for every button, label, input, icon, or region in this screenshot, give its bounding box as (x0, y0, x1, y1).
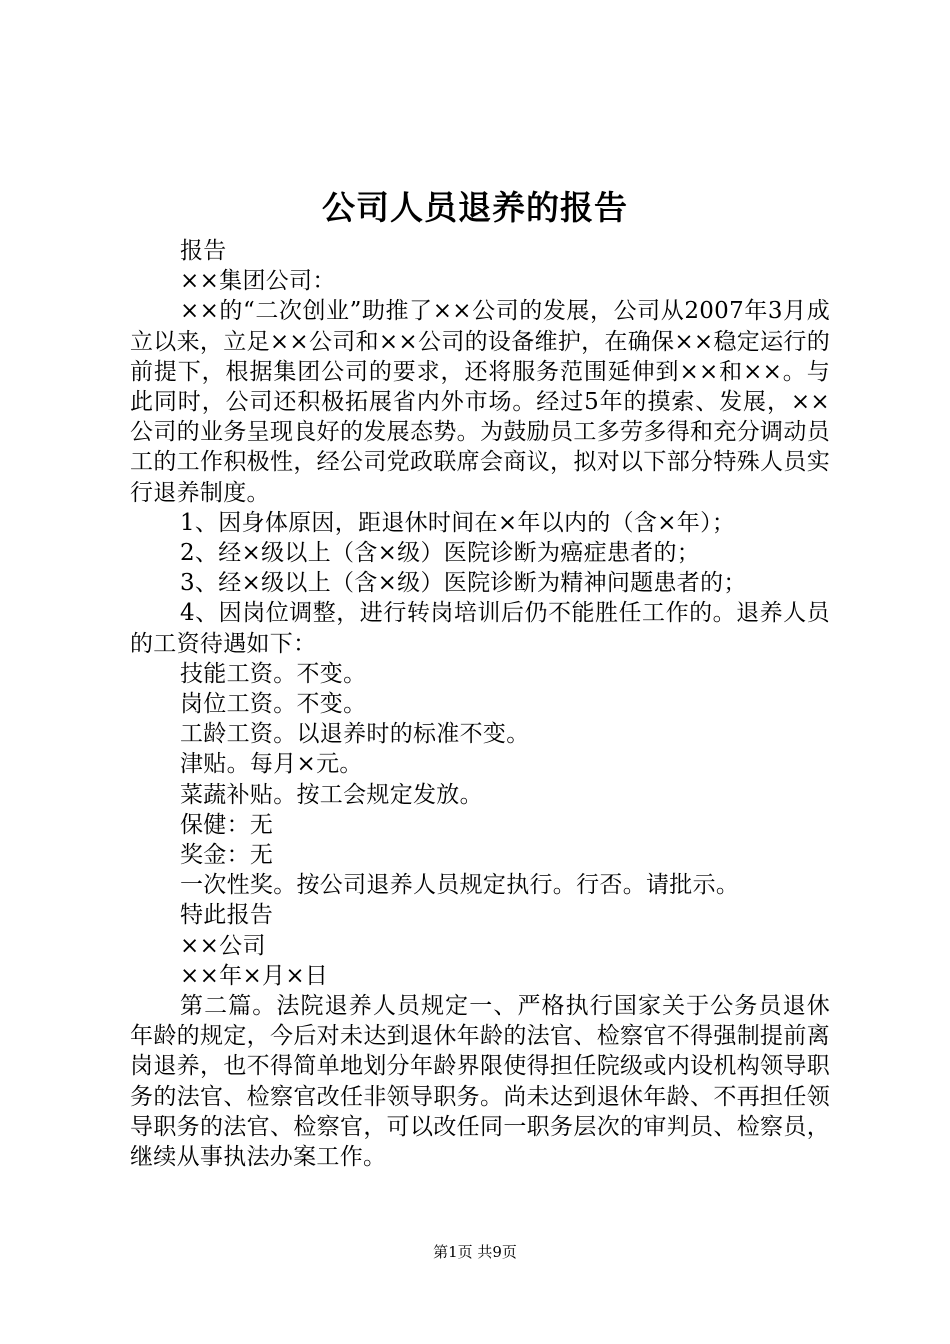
paragraph: 菜蔬补贴。按工会规定发放。 (180, 781, 483, 808)
paragraph: 一次性奖。按公司退养人员规定执行。行否。请批示。 (180, 872, 740, 899)
paragraph: ××公司 (180, 932, 266, 959)
paragraph: 3、经×级以上（含×级）医院诊断为精神问题患者的； (180, 570, 747, 597)
paragraph: ××的“二次创业”助推了××公司的发展，公司从2007年3月成立以来，立足××公司和××公司的设备维护，在确保××稳定运行的前提下，根据集团公司的要求，还将服务范围延伸到××和××。与此同时，公司还积极拓展省内外市场。经过5年的摸索、发展，××公司的业务呈现良好的发展态势。为鼓励员工多劳多得和充分调动员工的工作积极性，经公司党政联席会商议，拟对以下部分特殊人员实行退养制度。 (130, 298, 830, 506)
paragraph: 报告 (180, 238, 227, 264)
paragraph: 2、经×级以上（含×级）医院诊断为癌症患者的； (180, 540, 701, 567)
paragraph: 工龄工资。以退养时的标准不变。 (180, 721, 530, 748)
document-title: 公司人员退养的报告 (322, 188, 628, 227)
paragraph: 保健：无 (180, 811, 274, 838)
paragraph: 第二篇。法院退养人员规定一、严格执行国家关于公务员退休年龄的规定，今后对未达到退休年龄的法官、检察官不得强制提前离岗退养，也不得简单地划分年龄界限使得担任院级或内设机构领导职务的法官、检察官改任非领导职务。尚未达到退休年龄、不再担任领导职务的法官、检察官，可以改任同一职务层次的审判员、检察员，继续从事执法办案工作。 (130, 993, 830, 1171)
paragraph: 技能工资。不变。 (180, 660, 367, 687)
paragraph: 岗位工资。不变。 (180, 691, 367, 718)
paragraph: ××年×月×日 (180, 962, 329, 989)
paragraph: 4、因岗位调整，进行转岗培训后仍不能胜任工作的。退养人员的工资待遇如下： (130, 600, 830, 657)
paragraph: 1、因身体原因，距退休时间在×年以内的（含×年）； (180, 509, 736, 536)
paragraph: ××集团公司： (180, 268, 336, 295)
paragraph: 津贴。每月×元。 (180, 751, 363, 778)
document-body (130, 236, 830, 1172)
paragraph: 特此报告 (180, 902, 274, 929)
paragraph: 奖金：无 (180, 842, 274, 869)
page-footer: 第1页 共9页 (433, 1243, 517, 1261)
